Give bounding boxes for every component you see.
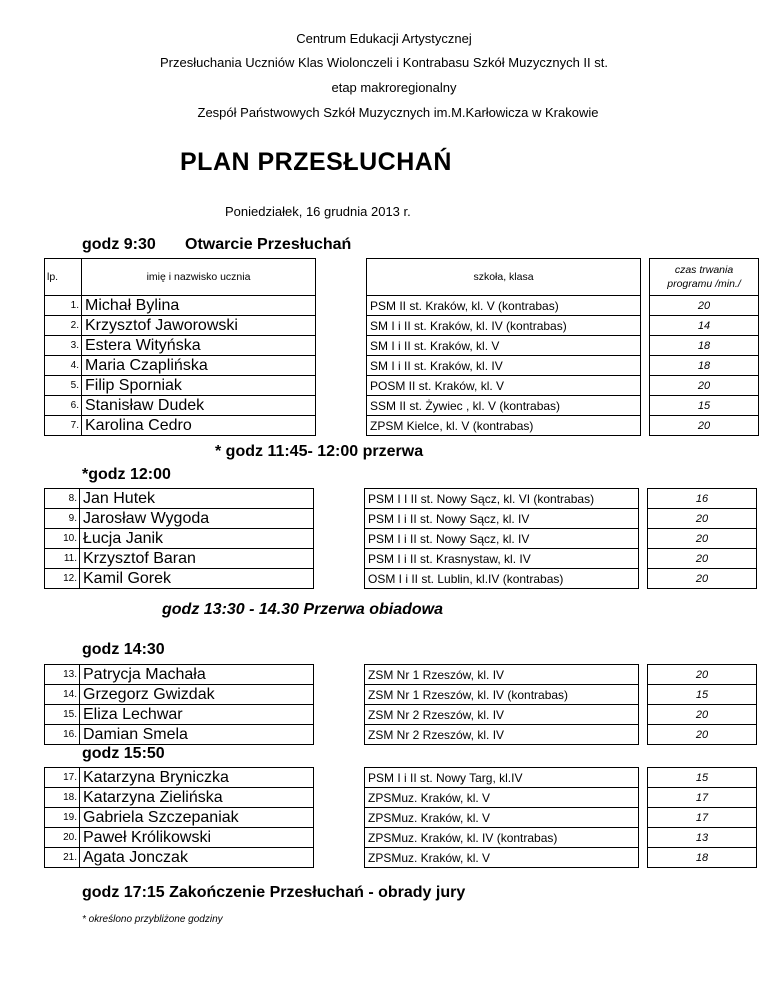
break-2: godz 13:30 - 14.30 Przerwa obiadowa [162,601,443,618]
section-2-time: *godz 12:00 [82,466,171,483]
header-name: imię i nazwisko ucznia [82,259,316,296]
student-name: Łucja Janik [80,529,314,549]
row-number: 7. [45,416,82,436]
school-class: ZSM Nr 1 Rzeszów, kl. IV [365,665,639,685]
break-1: * godz 11:45- 12:00 przerwa [215,443,424,460]
table-row [45,356,759,376]
school-class: ZSM Nr 2 Rzeszów, kl. IV [365,705,639,725]
row-number: 5. [45,376,82,396]
student-name: Maria Czaplińska [82,356,316,376]
program-duration: 20 [648,569,757,589]
student-name: Katarzyna Zielińska [80,788,314,808]
row-number: 10. [45,529,80,549]
program-duration: 13 [648,828,757,848]
table-row [45,316,759,336]
school-class: ZPSMuz. Kraków, kl. V [365,788,639,808]
program-duration: 17 [648,808,757,828]
school-class: SM I i II st. Kraków, kl. IV (kontrabas) [367,316,641,336]
school-class: PSM II st. Kraków, kl. V (kontrabas) [367,296,641,316]
row-number: 20. [45,828,80,848]
row-number: 16. [45,725,80,745]
student-name: Estera Wityńska [82,336,316,356]
table-row [45,396,759,416]
school-class: PSM I i II st. Krasnystaw, kl. IV [365,549,639,569]
table-row [45,489,757,509]
header-lp: lp. [45,259,82,296]
program-duration: 18 [648,848,757,868]
program-duration: 20 [648,549,757,569]
row-number: 2. [45,316,82,336]
header-stage: etap makroregionalny [331,80,457,95]
opening-label: Otwarcie Przesłuchań [185,236,352,253]
program-duration: 15 [650,396,759,416]
table-row [45,725,757,745]
section-3-time: godz 14:30 [82,641,165,658]
row-number: 14. [45,685,80,705]
program-duration: 17 [648,788,757,808]
school-class: ZPSMuz. Kraków, kl. V [365,848,639,868]
header-time: czas trwania programu /min./ [650,259,759,296]
row-number: 3. [45,336,82,356]
row-number: 19. [45,808,80,828]
program-duration: 16 [648,489,757,509]
school-class: PSM I i II st. Nowy Targ, kl.IV [365,768,639,788]
student-name: Agata Jonczak [80,848,314,868]
schedule-table-4 [44,767,757,868]
school-class: ZPSM Kielce, kl. V (kontrabas) [367,416,641,436]
student-name: Kamil Gorek [80,569,314,589]
row-number: 12. [45,569,80,589]
table-row [45,685,757,705]
school-class: ZSM Nr 2 Rzeszów, kl. IV [365,725,639,745]
school-class: ZPSMuz. Kraków, kl. V [365,808,639,828]
row-number: 9. [45,509,80,529]
table-row [45,569,757,589]
school-class: ZSM Nr 1 Rzeszów, kl. IV (kontrabas) [365,685,639,705]
footnote: * określono przybliżone godziny [82,914,223,925]
student-name: Stanisław Dudek [82,396,316,416]
student-name: Gabriela Szczepaniak [80,808,314,828]
program-duration: 20 [648,665,757,685]
row-number: 4. [45,356,82,376]
program-duration: 20 [648,529,757,549]
program-duration: 14 [650,316,759,336]
table-row [45,549,757,569]
row-number: 15. [45,705,80,725]
student-name: Karolina Cedro [82,416,316,436]
school-class: SSM II st. Żywiec , kl. V (kontrabas) [367,396,641,416]
section-4-time: godz 15:50 [82,745,165,762]
student-name: Paweł Królikowski [80,828,314,848]
student-name: Jarosław Wygoda [80,509,314,529]
table-row [45,416,759,436]
table-row [45,296,759,316]
student-name: Krzysztof Baran [80,549,314,569]
table-row [45,768,757,788]
student-name: Katarzyna Bryniczka [80,768,314,788]
table-row [45,848,757,868]
program-duration: 18 [650,356,759,376]
program-duration: 20 [650,416,759,436]
student-name: Damian Smela [80,725,314,745]
page-title: PLAN PRZESŁUCHAŃ [180,148,452,176]
row-number: 18. [45,788,80,808]
student-name: Michał Bylina [82,296,316,316]
table-row [45,509,757,529]
school-class: POSM II st. Kraków, kl. V [367,376,641,396]
school-class: SM I i II st. Kraków, kl. V [367,336,641,356]
program-duration: 15 [648,768,757,788]
schedule-table-2 [44,488,757,589]
program-duration: 20 [648,725,757,745]
school-class: ZPSMuz. Kraków, kl. IV (kontrabas) [365,828,639,848]
row-number: 17. [45,768,80,788]
student-name: Krzysztof Jaworowski [82,316,316,336]
student-name: Eliza Lechwar [80,705,314,725]
date: Poniedziałek, 16 grudnia 2013 r. [225,204,411,219]
program-duration: 18 [650,336,759,356]
table-row [45,808,757,828]
row-number: 13. [45,665,80,685]
school-class: PSM I i II st. Nowy Sącz, kl. IV [365,529,639,549]
table-row [45,788,757,808]
table-row [45,665,757,685]
student-name: Jan Hutek [80,489,314,509]
table-row [45,336,759,356]
row-number: 11. [45,549,80,569]
program-duration: 15 [648,685,757,705]
school-class: PSM I i II st. Nowy Sącz, kl. IV [365,509,639,529]
row-number: 21. [45,848,80,868]
header-venue: Zespół Państwowych Szkół Muzycznych im.M.Karłowicza w Krakowie [197,105,599,120]
schedule-table-3 [44,664,757,745]
row-number: 6. [45,396,82,416]
header-event: Przesłuchania Uczniów Klas Wiolonczeli i Kontrabasu Szkół Muzycznych II st. [160,55,608,70]
program-duration: 20 [650,376,759,396]
opening-time: godz 9:30 [82,236,156,253]
student-name: Filip Sporniak [82,376,316,396]
closing: godz 17:15 Zakończenie Przesłuchań - obrady jury [82,884,466,901]
school-class: OSM I i II st. Lublin, kl.IV (kontrabas) [365,569,639,589]
school-class: SM I i II st. Kraków, kl. IV [367,356,641,376]
header-institution: Centrum Edukacji Artystycznej [296,31,472,46]
table-row [45,529,757,549]
program-duration: 20 [648,509,757,529]
program-duration: 20 [648,705,757,725]
header-school: szkoła, klasa [367,259,641,296]
student-name: Grzegorz Gwizdak [80,685,314,705]
student-name: Patrycja Machała [80,665,314,685]
table-row [45,376,759,396]
table-header-row [45,259,759,296]
schedule-table-1 [44,258,759,436]
table-row [45,705,757,725]
school-class: PSM I I II st. Nowy Sącz, kl. VI (kontrabas) [365,489,639,509]
table-row [45,828,757,848]
row-number: 8. [45,489,80,509]
program-duration: 20 [650,296,759,316]
row-number: 1. [45,296,82,316]
